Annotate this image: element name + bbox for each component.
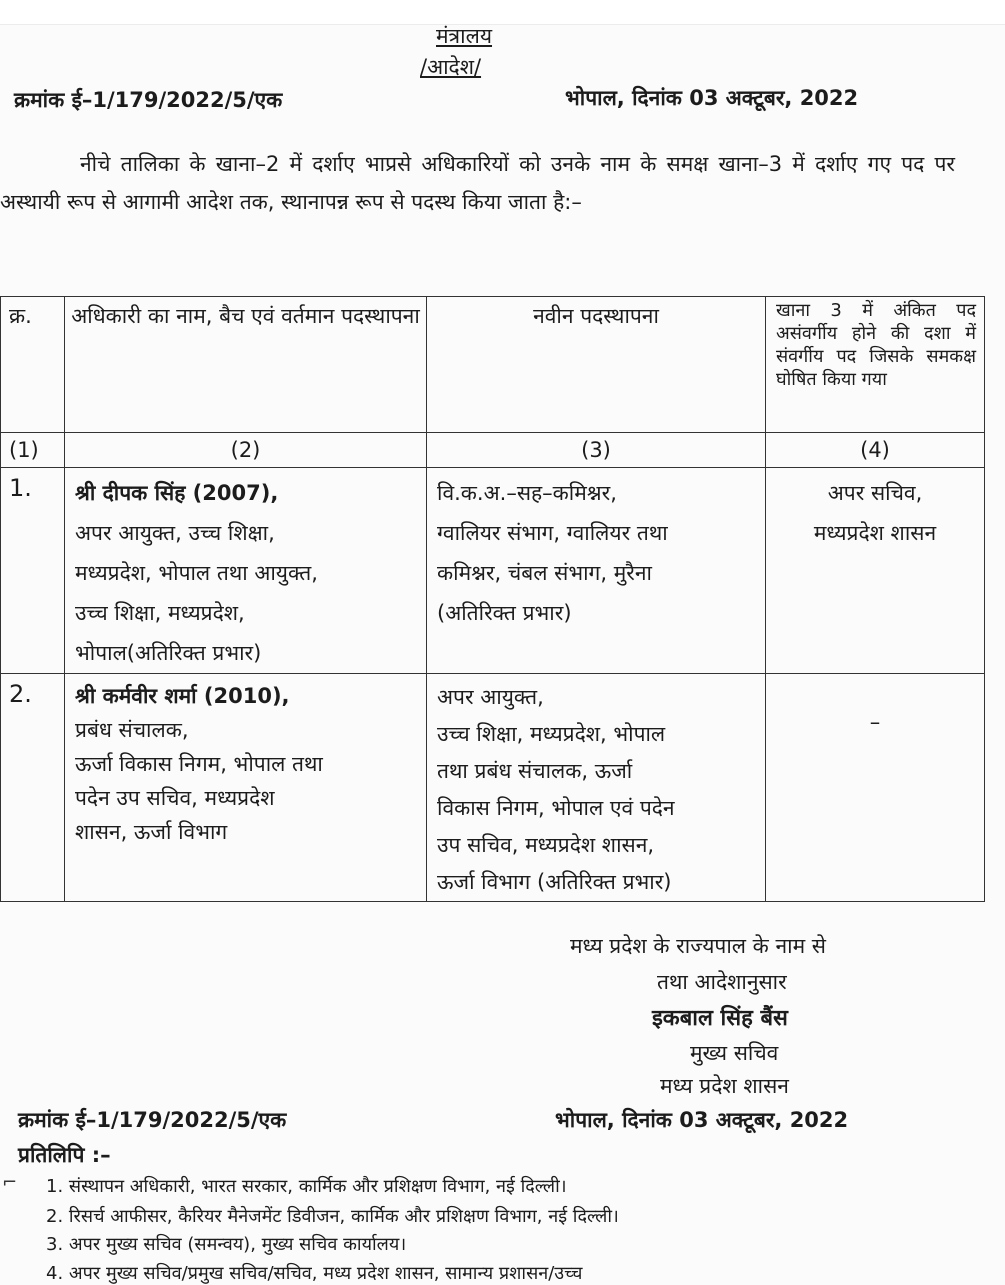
header-serial: क्र. <box>1 297 65 433</box>
current-posting-line: प्रबंध संचालक, <box>75 718 189 742</box>
order-ref-number: क्रमांक ई–1/179/2022/5/एक <box>14 88 283 112</box>
current-posting-line: ऊर्जा विकास निगम, भोपाल तथा <box>75 752 323 776</box>
margin-tick-mark: ⌐ <box>2 1172 18 1193</box>
officer-name: श्री दीपक सिंह (2007), <box>75 481 279 505</box>
equivalent-post-cell <box>766 468 985 674</box>
copy-list-item: 3. अपर मुख्य सचिव (समन्वय), मुख्य सचिव कार्यालय। <box>46 1234 407 1255</box>
new-posting-line: विकास निगम, भोपाल एवं पदेन <box>437 796 675 820</box>
row-serial: 1. <box>1 468 65 674</box>
signatory-office: मध्य प्रदेश शासन <box>660 1074 789 1098</box>
new-posting-cell <box>427 674 766 902</box>
copy-list-item: 1. संस्थापन अधिकारी, भारत सरकार, कार्मिक और प्रशिक्षण विभाग, नई दिल्ली। <box>46 1176 567 1197</box>
table-row <box>1 674 985 902</box>
current-posting-line: पदेन उप सचिव, मध्यप्रदेश <box>75 786 275 810</box>
signature-line-1: मध्य प्रदेश के राज्यपाल के नाम से <box>570 934 826 958</box>
new-posting-line: तथा प्रबंध संचालक, ऊर्जा <box>437 759 633 783</box>
new-posting-line: ऊर्जा विभाग (अतिरिक्त प्रभार) <box>437 870 672 894</box>
header-new-posting: नवीन पदस्थापना <box>427 297 766 433</box>
current-posting-line: शासन, ऊर्जा विभाग <box>75 820 228 844</box>
header-equivalent-post: खाना 3 में अंकित पद असंवर्गीय होने की दशा में संवर्गीय पद जिसके समकक्ष घोषित किया गया <box>766 297 985 433</box>
officer-cell <box>65 674 427 902</box>
officer-cell <box>65 468 427 674</box>
new-posting-line: अपर आयुक्त, <box>437 685 544 709</box>
new-posting-cell <box>427 468 766 674</box>
page-top-edge <box>0 0 1005 25</box>
posting-table <box>0 296 985 902</box>
copy-place-date: भोपाल, दिनांक 03 अक्टूबर, 2022 <box>555 1108 849 1132</box>
current-posting-line: उच्च शिक्षा, मध्यप्रदेश, <box>75 601 245 625</box>
equivalent-post-line: – <box>869 710 881 734</box>
new-posting-line: ग्वालियर संभाग, ग्वालियर तथा <box>437 521 668 545</box>
new-posting-line: (अतिरिक्त प्रभार) <box>437 601 572 625</box>
column-number-row <box>1 433 985 468</box>
ministry-heading: मंत्रालय <box>436 24 493 48</box>
copy-to-title: प्रतिलिपि :– <box>18 1143 111 1167</box>
officer-name: श्री कर्मवीर शर्मा (2010), <box>75 684 290 708</box>
table-header-row <box>1 297 985 433</box>
new-posting-line: वि.क.अ.–सह–कमिश्नर, <box>437 481 617 505</box>
column-number: (2) <box>65 433 427 468</box>
signature-line-2: तथा आदेशानुसार <box>657 970 787 994</box>
copy-list-item: 2. रिसर्च आफीसर, कैरियर मैनेजमेंट डिवीजन, कार्मिक और प्रशिक्षण विभाग, नई दिल्ली। <box>46 1206 619 1227</box>
equivalent-post-line: अपर सचिव, <box>827 481 923 505</box>
table-row <box>1 468 985 674</box>
order-place-date: भोपाल, दिनांक 03 अक्टूबर, 2022 <box>565 86 859 110</box>
current-posting-line: मध्यप्रदेश, भोपाल तथा आयुक्त, <box>75 561 318 585</box>
column-number: (4) <box>766 433 985 468</box>
equivalent-post-line: मध्यप्रदेश शासन <box>813 521 937 545</box>
header-officer: अधिकारी का नाम, बैच एवं वर्तमान पदस्थापना <box>65 297 427 433</box>
current-posting-line: भोपाल(अतिरिक्त प्रभार) <box>75 641 262 665</box>
order-heading: /आदेश/ <box>420 55 482 79</box>
signatory-designation: मुख्य सचिव <box>690 1041 779 1065</box>
equivalent-post-cell <box>766 674 985 902</box>
new-posting-line: उच्च शिक्षा, मध्यप्रदेश, भोपाल <box>437 722 666 746</box>
copy-ref-number: क्रमांक ई–1/179/2022/5/एक <box>18 1108 287 1132</box>
order-paragraph: नीचे तालिका के खाना–2 में दर्शाए भाप्रसे अधिकारियों को उनके नाम के समक्ष खाना–3 में दर्शाए गए पद पर अस्थायी रूप से आगामी आदेश तक, स्थानापन्न रूप से पदस्थ किया जाता है:– <box>0 152 955 214</box>
row-serial: 2. <box>1 674 65 902</box>
column-number: (1) <box>1 433 65 468</box>
signatory-name: इकबाल सिंह बैंस <box>652 1006 788 1031</box>
new-posting-line: कमिश्नर, चंबल संभाग, मुरैना <box>437 561 652 585</box>
new-posting-line: उप सचिव, मध्यप्रदेश शासन, <box>437 833 655 857</box>
current-posting-line: अपर आयुक्त, उच्च शिक्षा, <box>75 521 275 545</box>
copy-list-item: 4. अपर मुख्य सचिव/प्रमुख सचिव/सचिव, मध्य प्रदेश शासन, सामान्य प्रशासन/उच्च <box>46 1263 583 1284</box>
column-number: (3) <box>427 433 766 468</box>
